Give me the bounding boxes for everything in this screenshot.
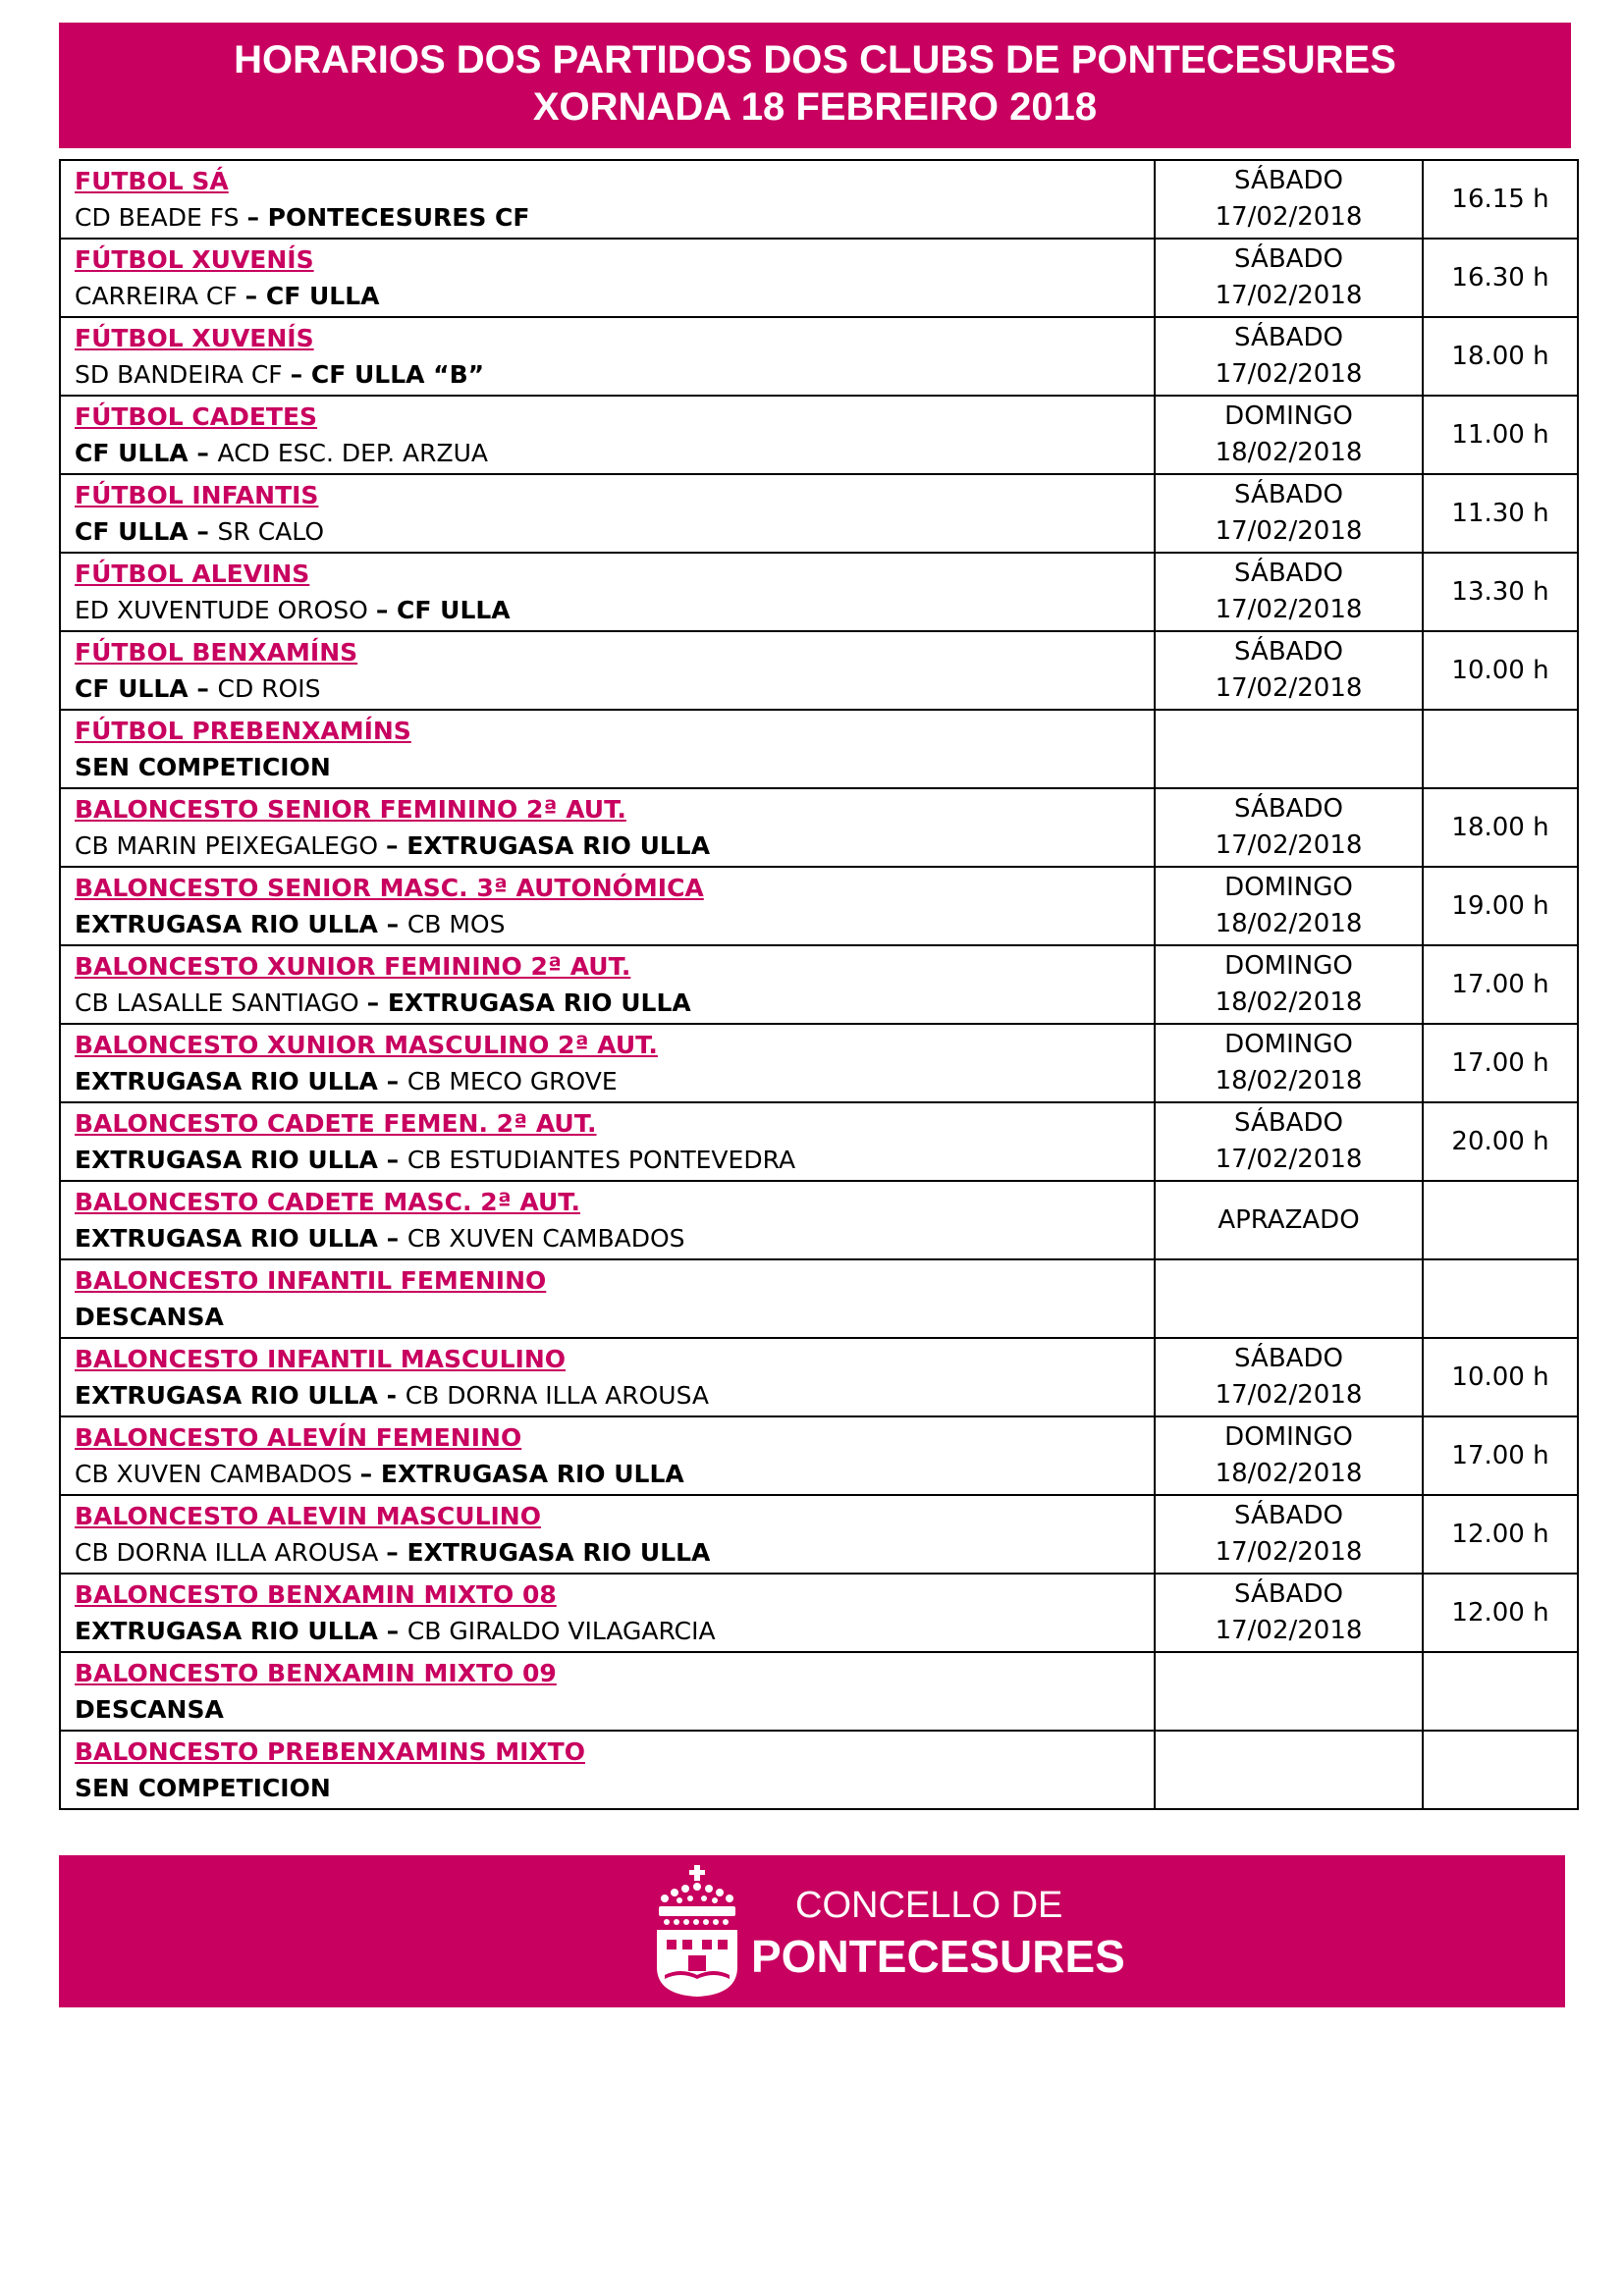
date-cell <box>1155 317 1423 396</box>
day-label: SÁBADO <box>1234 637 1343 667</box>
teams-label <box>75 906 1154 942</box>
match-cell <box>60 396 1155 474</box>
team-name: CB ESTUDIANTES PONTEVEDRA <box>406 1146 796 1174</box>
team-name-bold: EXTRUGASA RIO ULLA - <box>75 1381 406 1410</box>
team-name: CARREIRA CF <box>75 282 245 310</box>
teams-label <box>75 1063 1154 1099</box>
match-cell <box>60 710 1155 788</box>
category-label: BALONCESTO ALEVIN MASCULINO <box>75 1502 541 1530</box>
category-label: BALONCESTO XUNIOR FEMININO 2ª AUT. <box>75 952 631 981</box>
time-cell <box>1423 1731 1578 1809</box>
team-name-bold: EXTRUGASA RIO ULLA – <box>75 1224 407 1253</box>
table-row <box>60 1495 1578 1574</box>
time-cell <box>1423 1259 1578 1338</box>
teams-label <box>75 513 1154 550</box>
day-label: APRAZADO <box>1218 1204 1360 1235</box>
table-row <box>60 788 1578 867</box>
category-label: BALONCESTO SENIOR FEMININO 2ª AUT. <box>75 795 626 824</box>
match-cell <box>60 553 1155 631</box>
table-row <box>60 1259 1578 1338</box>
table-row <box>60 474 1578 553</box>
team-name-bold: CF ULLA – <box>75 439 218 467</box>
footer-line-1: CONCELLO DE <box>795 1885 1063 1926</box>
table-row <box>60 1024 1578 1102</box>
team-name-bold: DESCANSA <box>75 1695 224 1724</box>
table-row <box>60 710 1578 788</box>
date-cell <box>1155 239 1423 317</box>
team-name-bold: – CF ULLA <box>375 596 511 624</box>
date-cell <box>1155 1416 1423 1495</box>
teams-label <box>75 199 1154 236</box>
match-cell <box>60 945 1155 1024</box>
day-label: SÁBADO <box>1234 1344 1343 1373</box>
category-label: FÚTBOL INFANTIS <box>75 481 319 509</box>
time-cell: 16.15 h <box>1423 160 1578 239</box>
team-name: CB DORNA ILLA AROUSA <box>405 1381 710 1410</box>
match-cell <box>60 788 1155 867</box>
match-cell <box>60 317 1155 396</box>
date-label: 17/02/2018 <box>1215 1616 1363 1645</box>
match-cell <box>60 867 1155 945</box>
date-cell <box>1155 160 1423 239</box>
match-cell <box>60 474 1155 553</box>
date-cell <box>1155 1731 1423 1809</box>
date-label: 17/02/2018 <box>1215 1380 1363 1410</box>
date-label: 17/02/2018 <box>1215 202 1363 232</box>
team-name-bold: CF ULLA – <box>75 674 218 703</box>
time-cell: 11.30 h <box>1423 474 1578 553</box>
team-name: CD ROIS <box>217 674 321 703</box>
date-cell <box>1155 1181 1423 1259</box>
date-label: 17/02/2018 <box>1215 830 1363 860</box>
category-label: BALONCESTO INFANTIL MASCULINO <box>75 1345 567 1373</box>
match-cell <box>60 1416 1155 1495</box>
teams-label <box>75 356 1154 393</box>
page-title: HORARIOS DOS PARTIDOS DOS CLUBS DE PONTECESURES <box>234 38 1396 81</box>
match-cell <box>60 631 1155 710</box>
date-cell <box>1155 1338 1423 1416</box>
match-cell <box>60 1181 1155 1259</box>
table-row <box>60 160 1578 239</box>
date-label: 18/02/2018 <box>1215 988 1363 1017</box>
day-label: DOMINGO <box>1224 1030 1353 1059</box>
day-label: DOMINGO <box>1224 873 1353 902</box>
time-cell: 17.00 h <box>1423 1024 1578 1102</box>
time-cell: 18.00 h <box>1423 788 1578 867</box>
time-cell: 12.00 h <box>1423 1495 1578 1574</box>
date-cell <box>1155 1652 1423 1731</box>
date-cell <box>1155 396 1423 474</box>
team-name: CB MECO GROVE <box>406 1067 618 1095</box>
category-label: FÚTBOL BENXAMÍNS <box>75 638 358 667</box>
table-row <box>60 1338 1578 1416</box>
date-cell <box>1155 1102 1423 1181</box>
teams-label <box>75 670 1154 707</box>
team-name-bold: – PONTECESURES CF <box>246 203 530 232</box>
team-name-bold: SEN COMPETICION <box>75 753 331 781</box>
teams-label <box>75 1613 1154 1649</box>
match-cell <box>60 160 1155 239</box>
team-name: CB XUVEN CAMBADOS <box>406 1224 685 1253</box>
date-cell <box>1155 710 1423 788</box>
table-row <box>60 317 1578 396</box>
category-label: BALONCESTO PREBENXAMINS MIXTO <box>75 1737 585 1766</box>
match-cell <box>60 1024 1155 1102</box>
team-name: ACD ESC. DEP. ARZUA <box>217 439 488 467</box>
teams-label <box>75 1377 1154 1414</box>
team-name-bold: EXTRUGASA RIO ULLA – <box>75 1617 407 1645</box>
category-label: FÚTBOL XUVENÍS <box>75 245 314 274</box>
date-cell <box>1155 1024 1423 1102</box>
category-label: BALONCESTO BENXAMIN MIXTO 09 <box>75 1659 557 1687</box>
table-row <box>60 1574 1578 1652</box>
time-cell <box>1423 710 1578 788</box>
team-name-bold: – CF ULLA <box>244 282 380 310</box>
category-label: BALONCESTO INFANTIL FEMENINO <box>75 1266 547 1295</box>
date-cell <box>1155 1495 1423 1574</box>
team-name-bold: – CF ULLA “B” <box>290 360 485 389</box>
schedule-table <box>59 159 1579 1810</box>
category-label: FÚTBOL ALEVINS <box>75 560 310 588</box>
team-name-bold: – EXTRUGASA RIO ULLA <box>366 988 691 1017</box>
category-label: FUTBOL SÁ <box>75 167 229 195</box>
team-name: CB MARIN PEIXEGALEGO <box>75 831 386 860</box>
team-name: CB XUVEN CAMBADOS <box>75 1460 360 1488</box>
day-label: SÁBADO <box>1234 166 1343 195</box>
teams-label <box>75 278 1154 314</box>
day-label: SÁBADO <box>1234 323 1343 352</box>
match-cell <box>60 1495 1155 1574</box>
time-cell: 16.30 h <box>1423 239 1578 317</box>
table-row <box>60 239 1578 317</box>
date-cell <box>1155 788 1423 867</box>
team-name-bold: SEN COMPETICION <box>75 1774 331 1802</box>
team-name: CB GIRALDO VILAGARCIA <box>406 1617 716 1645</box>
day-label: SÁBADO <box>1234 1108 1343 1138</box>
page-header <box>59 23 1571 148</box>
match-cell <box>60 1574 1155 1652</box>
time-cell: 17.00 h <box>1423 945 1578 1024</box>
table-row <box>60 1102 1578 1181</box>
teams-label <box>75 985 1154 1021</box>
teams-label <box>75 435 1154 471</box>
day-label: DOMINGO <box>1224 951 1353 981</box>
teams-label <box>75 1456 1154 1492</box>
date-cell <box>1155 867 1423 945</box>
date-cell <box>1155 1574 1423 1652</box>
teams-label <box>75 592 1154 628</box>
date-cell <box>1155 553 1423 631</box>
date-label: 17/02/2018 <box>1215 516 1363 546</box>
team-name: ED XUVENTUDE OROSO <box>75 596 376 624</box>
team-name-bold: – EXTRUGASA RIO ULLA <box>359 1460 684 1488</box>
date-label: 17/02/2018 <box>1215 595 1363 624</box>
match-cell <box>60 1259 1155 1338</box>
footer-banner <box>59 1855 1565 2007</box>
date-cell <box>1155 945 1423 1024</box>
team-name: CB DORNA ILLA AROUSA <box>75 1538 387 1567</box>
teams-label <box>75 1770 1154 1806</box>
date-label: 17/02/2018 <box>1215 673 1363 703</box>
date-label: 18/02/2018 <box>1215 438 1363 467</box>
team-name-bold: CF ULLA – <box>75 517 218 546</box>
match-cell <box>60 1652 1155 1731</box>
teams-label <box>75 749 1154 785</box>
table-row <box>60 1731 1578 1809</box>
table-row <box>60 867 1578 945</box>
page-subtitle: XORNADA 18 FEBREIRO 2018 <box>532 85 1098 129</box>
date-label: 17/02/2018 <box>1215 1145 1363 1174</box>
table-row <box>60 631 1578 710</box>
date-label: 18/02/2018 <box>1215 1066 1363 1095</box>
time-cell <box>1423 1652 1578 1731</box>
match-cell <box>60 1102 1155 1181</box>
team-name-bold: – EXTRUGASA RIO ULLA <box>386 1538 711 1567</box>
date-label: 18/02/2018 <box>1215 909 1363 938</box>
day-label: SÁBADO <box>1234 244 1343 274</box>
team-name-bold: EXTRUGASA RIO ULLA – <box>75 1067 407 1095</box>
category-label: BALONCESTO ALEVÍN FEMENINO <box>75 1423 522 1452</box>
date-label: 18/02/2018 <box>1215 1459 1363 1488</box>
table-row <box>60 1652 1578 1731</box>
category-label: FÚTBOL CADETES <box>75 402 318 431</box>
category-label: BALONCESTO SENIOR MASC. 3ª AUTONÓMICA <box>75 874 704 902</box>
day-label: DOMINGO <box>1224 401 1353 431</box>
date-label: 17/02/2018 <box>1215 1537 1363 1567</box>
time-cell: 17.00 h <box>1423 1416 1578 1495</box>
time-cell: 19.00 h <box>1423 867 1578 945</box>
date-label: 17/02/2018 <box>1215 359 1363 389</box>
category-label: FÚTBOL PREBENXAMÍNS <box>75 717 411 745</box>
match-cell <box>60 239 1155 317</box>
time-cell: 12.00 h <box>1423 1574 1578 1652</box>
teams-label <box>75 1220 1154 1256</box>
time-cell: 10.00 h <box>1423 631 1578 710</box>
teams-label <box>75 1534 1154 1571</box>
footer-line-2: PONTECESURES <box>751 1931 1125 1982</box>
teams-label <box>75 1299 1154 1335</box>
table-row <box>60 945 1578 1024</box>
teams-label <box>75 1142 1154 1178</box>
category-label: BALONCESTO CADETE FEMEN. 2ª AUT. <box>75 1109 597 1138</box>
team-name-bold: DESCANSA <box>75 1303 224 1331</box>
date-cell <box>1155 1259 1423 1338</box>
time-cell: 20.00 h <box>1423 1102 1578 1181</box>
teams-label <box>75 1691 1154 1728</box>
day-label: SÁBADO <box>1234 480 1343 509</box>
date-cell <box>1155 631 1423 710</box>
table-row <box>60 396 1578 474</box>
team-name: SR CALO <box>217 517 325 546</box>
time-cell <box>1423 1181 1578 1259</box>
table-row <box>60 1416 1578 1495</box>
day-label: DOMINGO <box>1224 1422 1353 1452</box>
team-name: CD BEADE FS <box>75 203 247 232</box>
time-cell: 11.00 h <box>1423 396 1578 474</box>
time-cell: 18.00 h <box>1423 317 1578 396</box>
category-label: BALONCESTO XUNIOR MASCULINO 2ª AUT. <box>75 1031 658 1059</box>
category-label: FÚTBOL XUVENÍS <box>75 324 314 352</box>
date-label: 17/02/2018 <box>1215 281 1363 310</box>
category-label: BALONCESTO BENXAMIN MIXTO 08 <box>75 1580 557 1609</box>
team-name: SD BANDEIRA CF <box>75 360 291 389</box>
team-name: CB MOS <box>406 910 506 938</box>
match-cell <box>60 1731 1155 1809</box>
match-cell <box>60 1338 1155 1416</box>
time-cell: 13.30 h <box>1423 553 1578 631</box>
team-name-bold: EXTRUGASA RIO ULLA – <box>75 910 407 938</box>
time-cell: 10.00 h <box>1423 1338 1578 1416</box>
day-label: SÁBADO <box>1234 1579 1343 1609</box>
teams-label <box>75 828 1154 864</box>
table-row <box>60 553 1578 631</box>
table-row <box>60 1181 1578 1259</box>
day-label: SÁBADO <box>1234 559 1343 588</box>
team-name-bold: – EXTRUGASA RIO ULLA <box>385 831 711 860</box>
crown-shield-logo-icon <box>653 1865 741 1999</box>
team-name: CB LASALLE SANTIAGO <box>75 988 367 1017</box>
day-label: SÁBADO <box>1234 1501 1343 1530</box>
team-name-bold: EXTRUGASA RIO ULLA – <box>75 1146 407 1174</box>
day-label: SÁBADO <box>1234 794 1343 824</box>
date-cell <box>1155 474 1423 553</box>
category-label: BALONCESTO CADETE MASC. 2ª AUT. <box>75 1188 581 1216</box>
